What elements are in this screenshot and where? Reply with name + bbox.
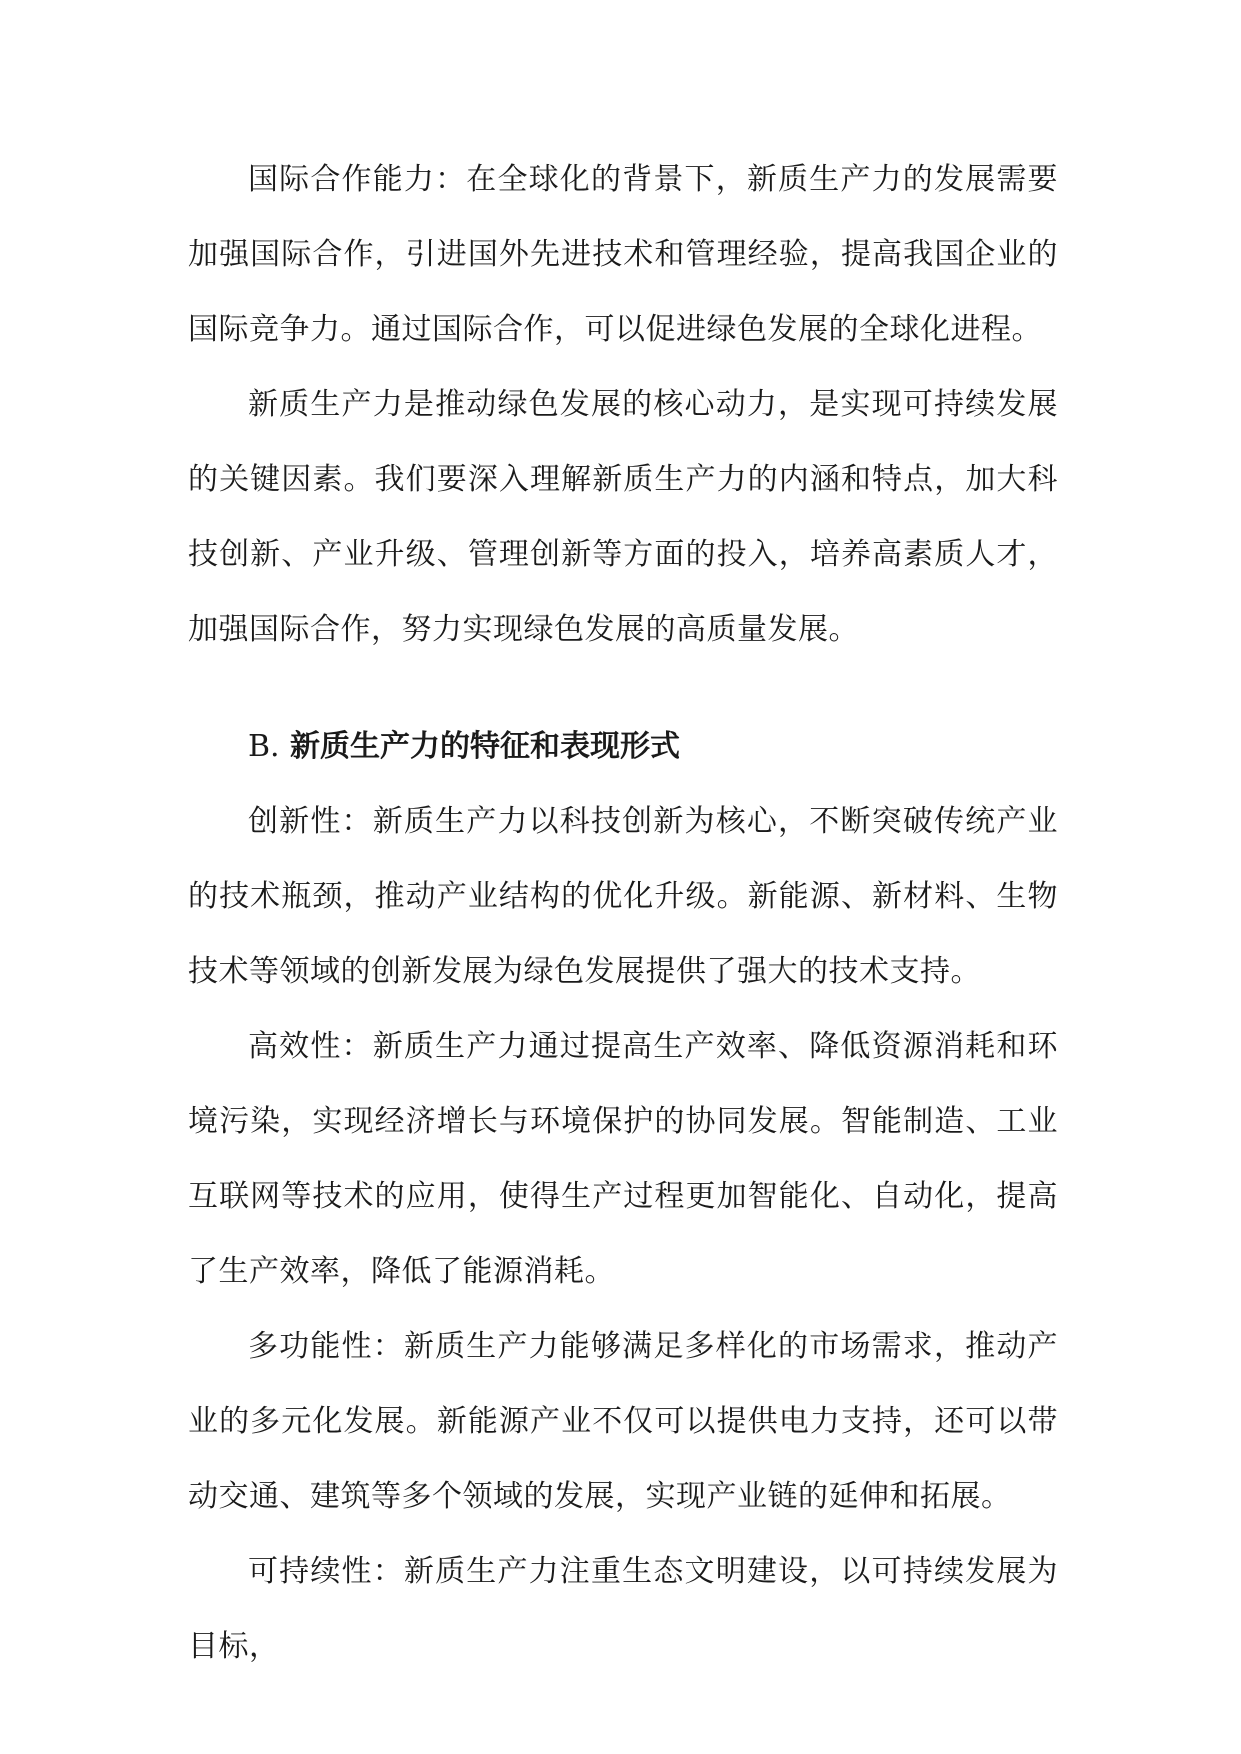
paragraph-international-cooperation: 国际合作能力：在全球化的背景下，新质生产力的发展需要加强国际合作，引进国外先进技术和管理经验，提高我国企业的国际竞争力。通过国际合作，可以促进绿色发展的全球化进程。 [188,162,1058,347]
paragraph-innovation: 创新性：新质生产力以科技创新为核心，不断突破传统产业的技术瓶颈，推动产业结构的优化升级。新能源、新材料、生物技术等领域的创新发展为绿色发展提供了强大的技术支持。 [188,804,1058,989]
section-heading [188,709,1058,784]
section-title: 新质生产力的特征和表现形式 [290,729,681,764]
paragraph-efficiency: 高效性：新质生产力通过提高生产效率、降低资源消耗和环境污染，实现经济增长与环境保护的协同发展。智能制造、工业互联网等技术的应用，使得生产过程更加智能化、自动化，提高了生产效率，降低了能源消耗。 [188,1029,1058,1289]
section-letter: B. [248,729,280,764]
document-page [188,142,1058,1684]
paragraph-sustainability: 可持续性：新质生产力注重生态文明建设，以可持续发展为目标， [188,1554,1058,1664]
paragraph-multifunction: 多功能性：新质生产力能够满足多样化的市场需求，推动产业的多元化发展。新能源产业不仅可以提供电力支持，还可以带动交通、建筑等多个领域的发展，实现产业链的延伸和拓展。 [188,1329,1058,1514]
paragraph-core-driving-force: 新质生产力是推动绿色发展的核心动力，是实现可持续发展的关键因素。我们要深入理解新质生产力的内涵和特点，加大科技创新、产业升级、管理创新等方面的投入，培养高素质人才，加强国际合作，努力实现绿色发展的高质量发展。 [188,387,1058,647]
